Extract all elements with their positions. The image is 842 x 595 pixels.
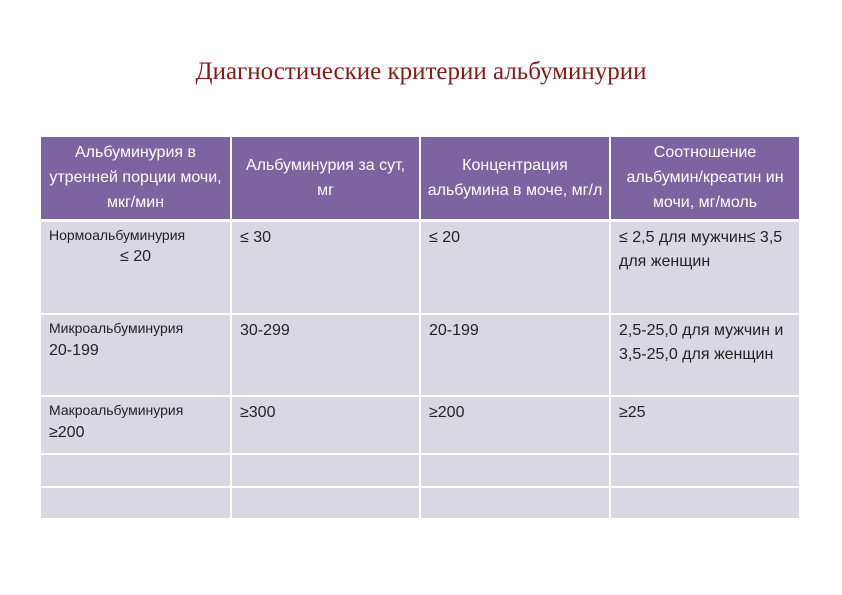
table-cell: 20-199 [420, 314, 610, 396]
table-cell: ≤ 30 [231, 220, 420, 314]
table-row [41, 220, 799, 314]
row-label: Макроальбуминурия [49, 402, 184, 418]
row-label-cell [41, 314, 231, 396]
row-label-value: ≥200 [49, 424, 85, 441]
row-label-value: ≤ 20 [119, 247, 152, 265]
row-label: Микроальбуминурия [49, 320, 184, 336]
table-cell: ≤ 2,5 для мужчин≤ 3,5 для женщин [610, 220, 799, 314]
empty-cell [420, 454, 610, 487]
empty-cell [420, 487, 610, 519]
table-cell: ≤ 20 [420, 220, 610, 314]
row-label-cell [41, 396, 231, 454]
empty-cell [41, 454, 231, 487]
header-morning-albuminuria: Альбуминурия в утренней порции мочи, мкг/мин [41, 137, 231, 220]
empty-table-row [41, 487, 799, 519]
page-title: Диагностические критерии альбуминурии [195, 58, 647, 85]
table-row [41, 314, 799, 396]
empty-table-row [41, 454, 799, 487]
table-header-row [41, 137, 799, 220]
criteria-table [41, 137, 799, 520]
header-albumin-creatinine-ratio: Соотношение альбумин/креатин ин мочи, мг/моль [610, 137, 799, 220]
table-cell: 2,5-25,0 для мужчин и 3,5-25,0 для женщин [610, 314, 799, 396]
empty-cell [610, 487, 799, 519]
table-cell: 30-299 [231, 314, 420, 396]
header-daily-albuminuria: Альбуминурия за сут, мг [231, 137, 420, 220]
table-cell: ≥300 [231, 396, 420, 454]
row-label-cell [41, 220, 231, 314]
table-cell: ≥25 [610, 396, 799, 454]
table-row [41, 396, 799, 454]
row-label-value: 20-199 [49, 342, 99, 359]
empty-cell [41, 487, 231, 519]
empty-cell [231, 487, 420, 519]
empty-cell [231, 454, 420, 487]
header-albumin-concentration: Концентрация альбумина в моче, мг/л [420, 137, 610, 220]
empty-cell [610, 454, 799, 487]
table-cell: ≥200 [420, 396, 610, 454]
row-label: Нормоальбуминурия [49, 226, 186, 243]
